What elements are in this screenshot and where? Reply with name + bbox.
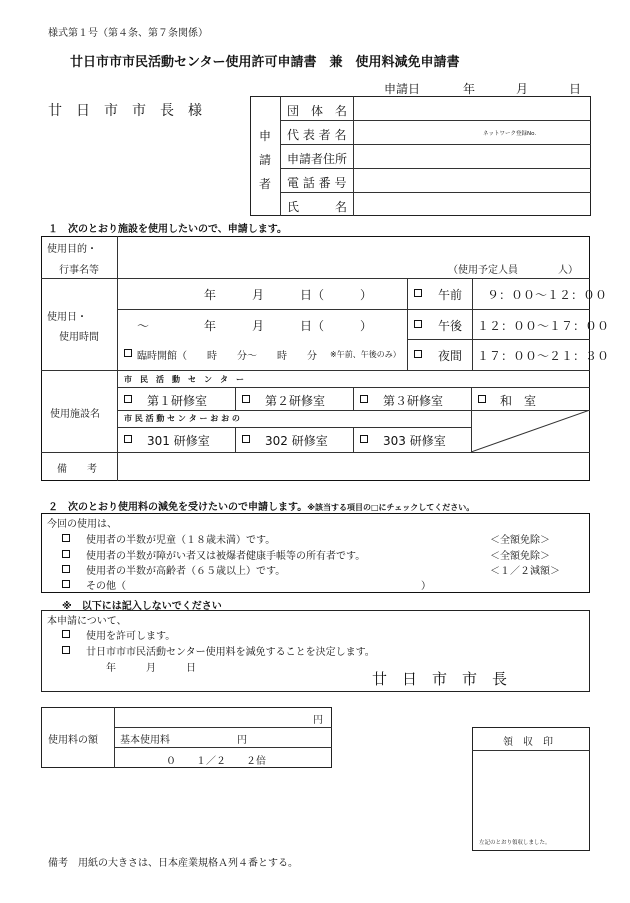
applicant-side-label-1: 申: [259, 129, 272, 143]
permit-text: 使用を許可します。: [86, 631, 176, 642]
date-row-2[interactable]: 年 月 日（ ）: [204, 319, 373, 333]
official-notice: ※ 以下には記入しないでください: [62, 601, 222, 612]
temporary-open-note: ※午前、午後のみ）: [330, 350, 401, 359]
room-1-label: 第１研修室: [147, 394, 208, 408]
reduce-decision-checkbox: [62, 646, 70, 654]
room-303-checkbox[interactable]: [360, 435, 368, 443]
reduction-item-2-result: ＜全額免除＞: [490, 551, 550, 562]
room-301-label: 301 研修室: [147, 434, 210, 448]
reduction-intro: 今回の使用は、: [47, 519, 117, 530]
reduce-decision-text: 廿日市市市民活動センター使用料を減免することを決定します。: [86, 647, 375, 658]
fee-label: 使用料の額: [48, 735, 98, 746]
network-registration-label: ネットワーク登録No.: [483, 131, 537, 137]
room-3-checkbox[interactable]: [360, 395, 368, 403]
date-row-1[interactable]: 年 月 日（ ）: [204, 288, 373, 302]
reduction-item-1-result: ＜全額免除＞: [490, 535, 550, 546]
reduction-item-3-checkbox[interactable]: [62, 565, 70, 573]
purpose-label-2: 行事名等: [59, 265, 99, 276]
base-fee-label: 基本使用料: [120, 735, 170, 746]
temporary-open-checkbox[interactable]: [124, 349, 132, 357]
purpose-label-1: 使用目的・: [47, 244, 97, 255]
attendees-label: （使用予定人員 人）: [448, 265, 578, 276]
date-year: 年: [463, 82, 476, 96]
reduction-item-2-checkbox[interactable]: [62, 550, 70, 558]
official-about: 本申請について、: [47, 616, 127, 627]
form-number: 様式第１号（第４条、第７条関係）: [48, 28, 208, 39]
base-fee-yen: 円: [237, 735, 247, 746]
datetime-label-2: 使用時間: [59, 332, 99, 343]
room-1-checkbox[interactable]: [124, 395, 132, 403]
oonoo-heading: 市 民 活 動 セ ン タ ー お お の: [124, 414, 240, 423]
period-evening-time: １７：００～２１：３０: [477, 349, 610, 363]
label-representative: 代 表 者 名: [287, 128, 347, 142]
fee-total-yen: 円: [313, 715, 323, 726]
section1-heading: １ 次のとおり施設を使用したいので、申請します。: [48, 224, 287, 235]
date-day: 日: [569, 82, 582, 96]
reduction-item-1-text: 使用者の半数が児童（１８歳未満）です。: [86, 535, 276, 546]
reduction-item-1-checkbox[interactable]: [62, 534, 70, 542]
period-afternoon-time: １２：００～１７：００: [477, 319, 610, 333]
date-month: 月: [516, 82, 529, 96]
period-evening-label: 夜間: [438, 349, 463, 363]
reduction-item-4-text: その他（: [86, 581, 126, 592]
room-302-checkbox[interactable]: [242, 435, 250, 443]
japanese-room-checkbox[interactable]: [478, 395, 486, 403]
section2-heading: [48, 498, 474, 513]
datetime-label-1: 使用日・: [47, 312, 87, 323]
official-date: 年 月 日: [106, 663, 196, 674]
date-range-tilde: ～: [137, 319, 150, 333]
page-title: 廿日市市市民活動センター使用許可申請書 兼 使用料減免申請書: [70, 55, 460, 70]
address-field[interactable]: [354, 145, 590, 167]
reduction-item-4-checkbox[interactable]: [62, 580, 70, 588]
evening-checkbox[interactable]: [414, 350, 422, 358]
applicant-side-label-2: 請: [259, 153, 272, 167]
receipt-note: 左記のとおり領収しました。: [479, 840, 551, 846]
group-name-field[interactable]: [354, 97, 590, 119]
network-number-field[interactable]: [540, 121, 590, 143]
room-3-label: 第３研修室: [383, 394, 444, 408]
section2-heading-note: ※該当する項目の□にチェックしてください。: [307, 503, 475, 512]
label-address: 申請者住所: [287, 152, 348, 166]
remarks-field[interactable]: [118, 453, 588, 479]
footer-remark: 備考 用紙の大きさは、日本産業規格Ａ列４番とする。: [48, 858, 298, 869]
room-2-checkbox[interactable]: [242, 395, 250, 403]
applicant-side-label-3: 者: [259, 177, 272, 191]
fee-rates: ０ １／２ ２倍: [166, 756, 266, 767]
room-2-label: 第２研修室: [265, 394, 326, 408]
temporary-open-label: 臨時開館（ 時 分～ 時 分: [137, 351, 317, 362]
label-phone: 電 話 番 号: [287, 176, 347, 190]
reduction-item-4-close: ）: [421, 581, 431, 592]
period-morning-time: ９：００～１２：００: [487, 288, 608, 302]
reduction-item-2-text: 使用者の半数が障がい者又は被爆者健康手帳等の所有者です。: [86, 551, 366, 562]
name-field[interactable]: [354, 193, 590, 215]
mayor-name: 廿 日 市 市 長: [372, 670, 508, 688]
morning-checkbox[interactable]: [414, 289, 422, 297]
remarks-label: 備 考: [57, 464, 97, 475]
receipt-title: 領 収 印: [503, 737, 553, 748]
facility-label: 使用施設名: [50, 409, 100, 420]
addressee: 廿 日 市 市 長 様: [48, 103, 202, 119]
reduction-item-3-result: ＜１／２減額＞: [490, 566, 560, 577]
room-303-label: 303 研修室: [383, 434, 446, 448]
label-name: 氏 名: [287, 200, 348, 214]
period-morning-label: 午前: [438, 288, 463, 302]
representative-field[interactable]: [354, 121, 474, 143]
room-302-label: 302 研修室: [265, 434, 328, 448]
permit-checkbox: [62, 630, 70, 638]
section2-heading-text: ２ 次のとおり使用料の減免を受けたいので申請します。: [48, 502, 308, 513]
reduction-other-field[interactable]: [140, 576, 420, 590]
diagonal-strike: [471, 410, 590, 452]
application-date-label: 申請日: [384, 82, 421, 96]
center-heading: 市 民 活 動 セ ン タ ー: [124, 375, 244, 384]
period-afternoon-label: 午後: [438, 319, 463, 333]
label-group-name: 団 体 名: [287, 104, 348, 118]
reduction-item-3-text: 使用者の半数が高齢者（６５歳以上）です。: [86, 566, 286, 577]
afternoon-checkbox[interactable]: [414, 320, 422, 328]
room-301-checkbox[interactable]: [124, 435, 132, 443]
phone-field[interactable]: [354, 169, 590, 191]
japanese-room-label: 和 室: [500, 394, 537, 408]
